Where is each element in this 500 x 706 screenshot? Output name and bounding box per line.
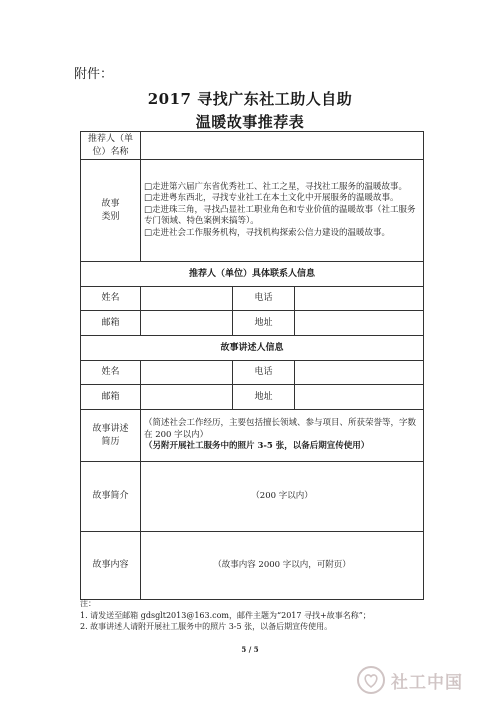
summary-field[interactable] <box>141 462 424 532</box>
narrator-address-field[interactable] <box>295 385 424 410</box>
title-line-2: 温暖故事推荐表 <box>195 113 305 131</box>
narrator-email-field[interactable] <box>141 385 233 410</box>
category-option-4[interactable]: □走进社会工作服务机构，寻找机构探索公信力建设的温暖故事。 <box>144 227 391 238</box>
content-hint: （故事内容 2000 字以内，可附页） <box>213 559 351 570</box>
category-option-2[interactable]: □走进粤东西北，寻找专业社工在本土文化中开展服务的温暖故事。 <box>144 193 399 204</box>
recommender-field[interactable] <box>141 132 424 160</box>
recommender-address-field[interactable] <box>295 311 424 336</box>
narrator-contact-section-title: 故事讲述人信息 <box>81 336 424 361</box>
recommender-label: 推荐人（单位）名称 <box>81 132 141 160</box>
recommendation-form-table <box>80 131 424 600</box>
recommender-email-field[interactable] <box>141 311 233 336</box>
recommender-contact-row-1 <box>81 287 424 311</box>
recommender-phone-label: 电话 <box>233 287 295 311</box>
recommender-email-label: 邮箱 <box>81 311 141 336</box>
summary-row <box>81 462 424 532</box>
narrator-name-label: 姓名 <box>81 361 141 385</box>
summary-label: 故事简介 <box>81 462 141 532</box>
resume-row <box>81 410 424 462</box>
category-label-line1: 故事 <box>101 199 120 210</box>
watermark <box>356 660 492 700</box>
recommender-name-field[interactable] <box>141 287 233 311</box>
recommender-contact-section-row <box>81 262 424 287</box>
category-label-line2: 类别 <box>101 211 120 222</box>
category-options <box>141 160 424 262</box>
resume-field[interactable] <box>141 410 424 462</box>
category-row <box>81 160 424 262</box>
recommender-contact-section-title: 推荐人（单位）具体联系人信息 <box>81 262 424 287</box>
resume-label-line1: 故事讲述 <box>92 424 129 435</box>
notes <box>80 598 425 633</box>
resume-photo-note: （另附开展社工服务中的照片 3-5 张，以备后期宣传使用） <box>144 441 370 452</box>
recommender-address-label: 地址 <box>233 311 295 336</box>
notes-heading: 注： <box>80 599 96 608</box>
narrator-phone-field[interactable] <box>295 361 424 385</box>
narrator-contact-row-1 <box>81 361 424 385</box>
note-item-2: 2. 故事讲述人请附开展社工服务中的照片 3-5 张，以备后期宣传使用。 <box>80 622 333 632</box>
title-line-1: 2017 寻找广东社工助人自助 <box>147 90 353 108</box>
narrator-contact-row-2 <box>81 385 424 410</box>
recommender-phone-field[interactable] <box>295 287 424 311</box>
category-option-1[interactable]: □走进第六届广东省优秀社工、社工之星，寻找社工服务的温暖故事。 <box>144 181 408 192</box>
heart-seal-icon <box>356 665 386 695</box>
resume-label-line2: 简历 <box>101 436 120 447</box>
recommender-row <box>81 132 424 160</box>
category-label <box>81 160 141 262</box>
content-field[interactable] <box>141 532 424 600</box>
recommender-name-label: 姓名 <box>81 287 141 311</box>
narrator-name-field[interactable] <box>141 361 233 385</box>
narrator-email-label: 邮箱 <box>81 385 141 410</box>
narrator-contact-section-row <box>81 336 424 361</box>
resume-label <box>81 410 141 462</box>
content-label: 故事内容 <box>81 532 141 600</box>
recommender-contact-row-2 <box>81 311 424 336</box>
content-row <box>81 532 424 600</box>
summary-hint: （200 字以内） <box>251 490 313 501</box>
attachment-label: 附件： <box>74 67 114 82</box>
watermark-text: 社工中国 <box>391 672 463 693</box>
resume-instruction: （简述社会工作经历，主要包括擅长领域、参与项目、所获荣誉等，字数在 200 字以内） <box>144 418 417 440</box>
category-option-3[interactable]: □走进珠三角，寻找凸显社工职业角色和专业价值的温暖故事（社工服务专门领域、特色案例来搞等）。 <box>144 204 416 227</box>
page-number: 5 / 5 <box>241 645 259 654</box>
narrator-phone-label: 电话 <box>233 361 295 385</box>
note-item-1: 1. 请发送至邮箱 gdsglt2013@163.com，邮件主题为“2017 寻找+故事名称”； <box>80 610 371 620</box>
narrator-address-label: 地址 <box>233 385 295 410</box>
